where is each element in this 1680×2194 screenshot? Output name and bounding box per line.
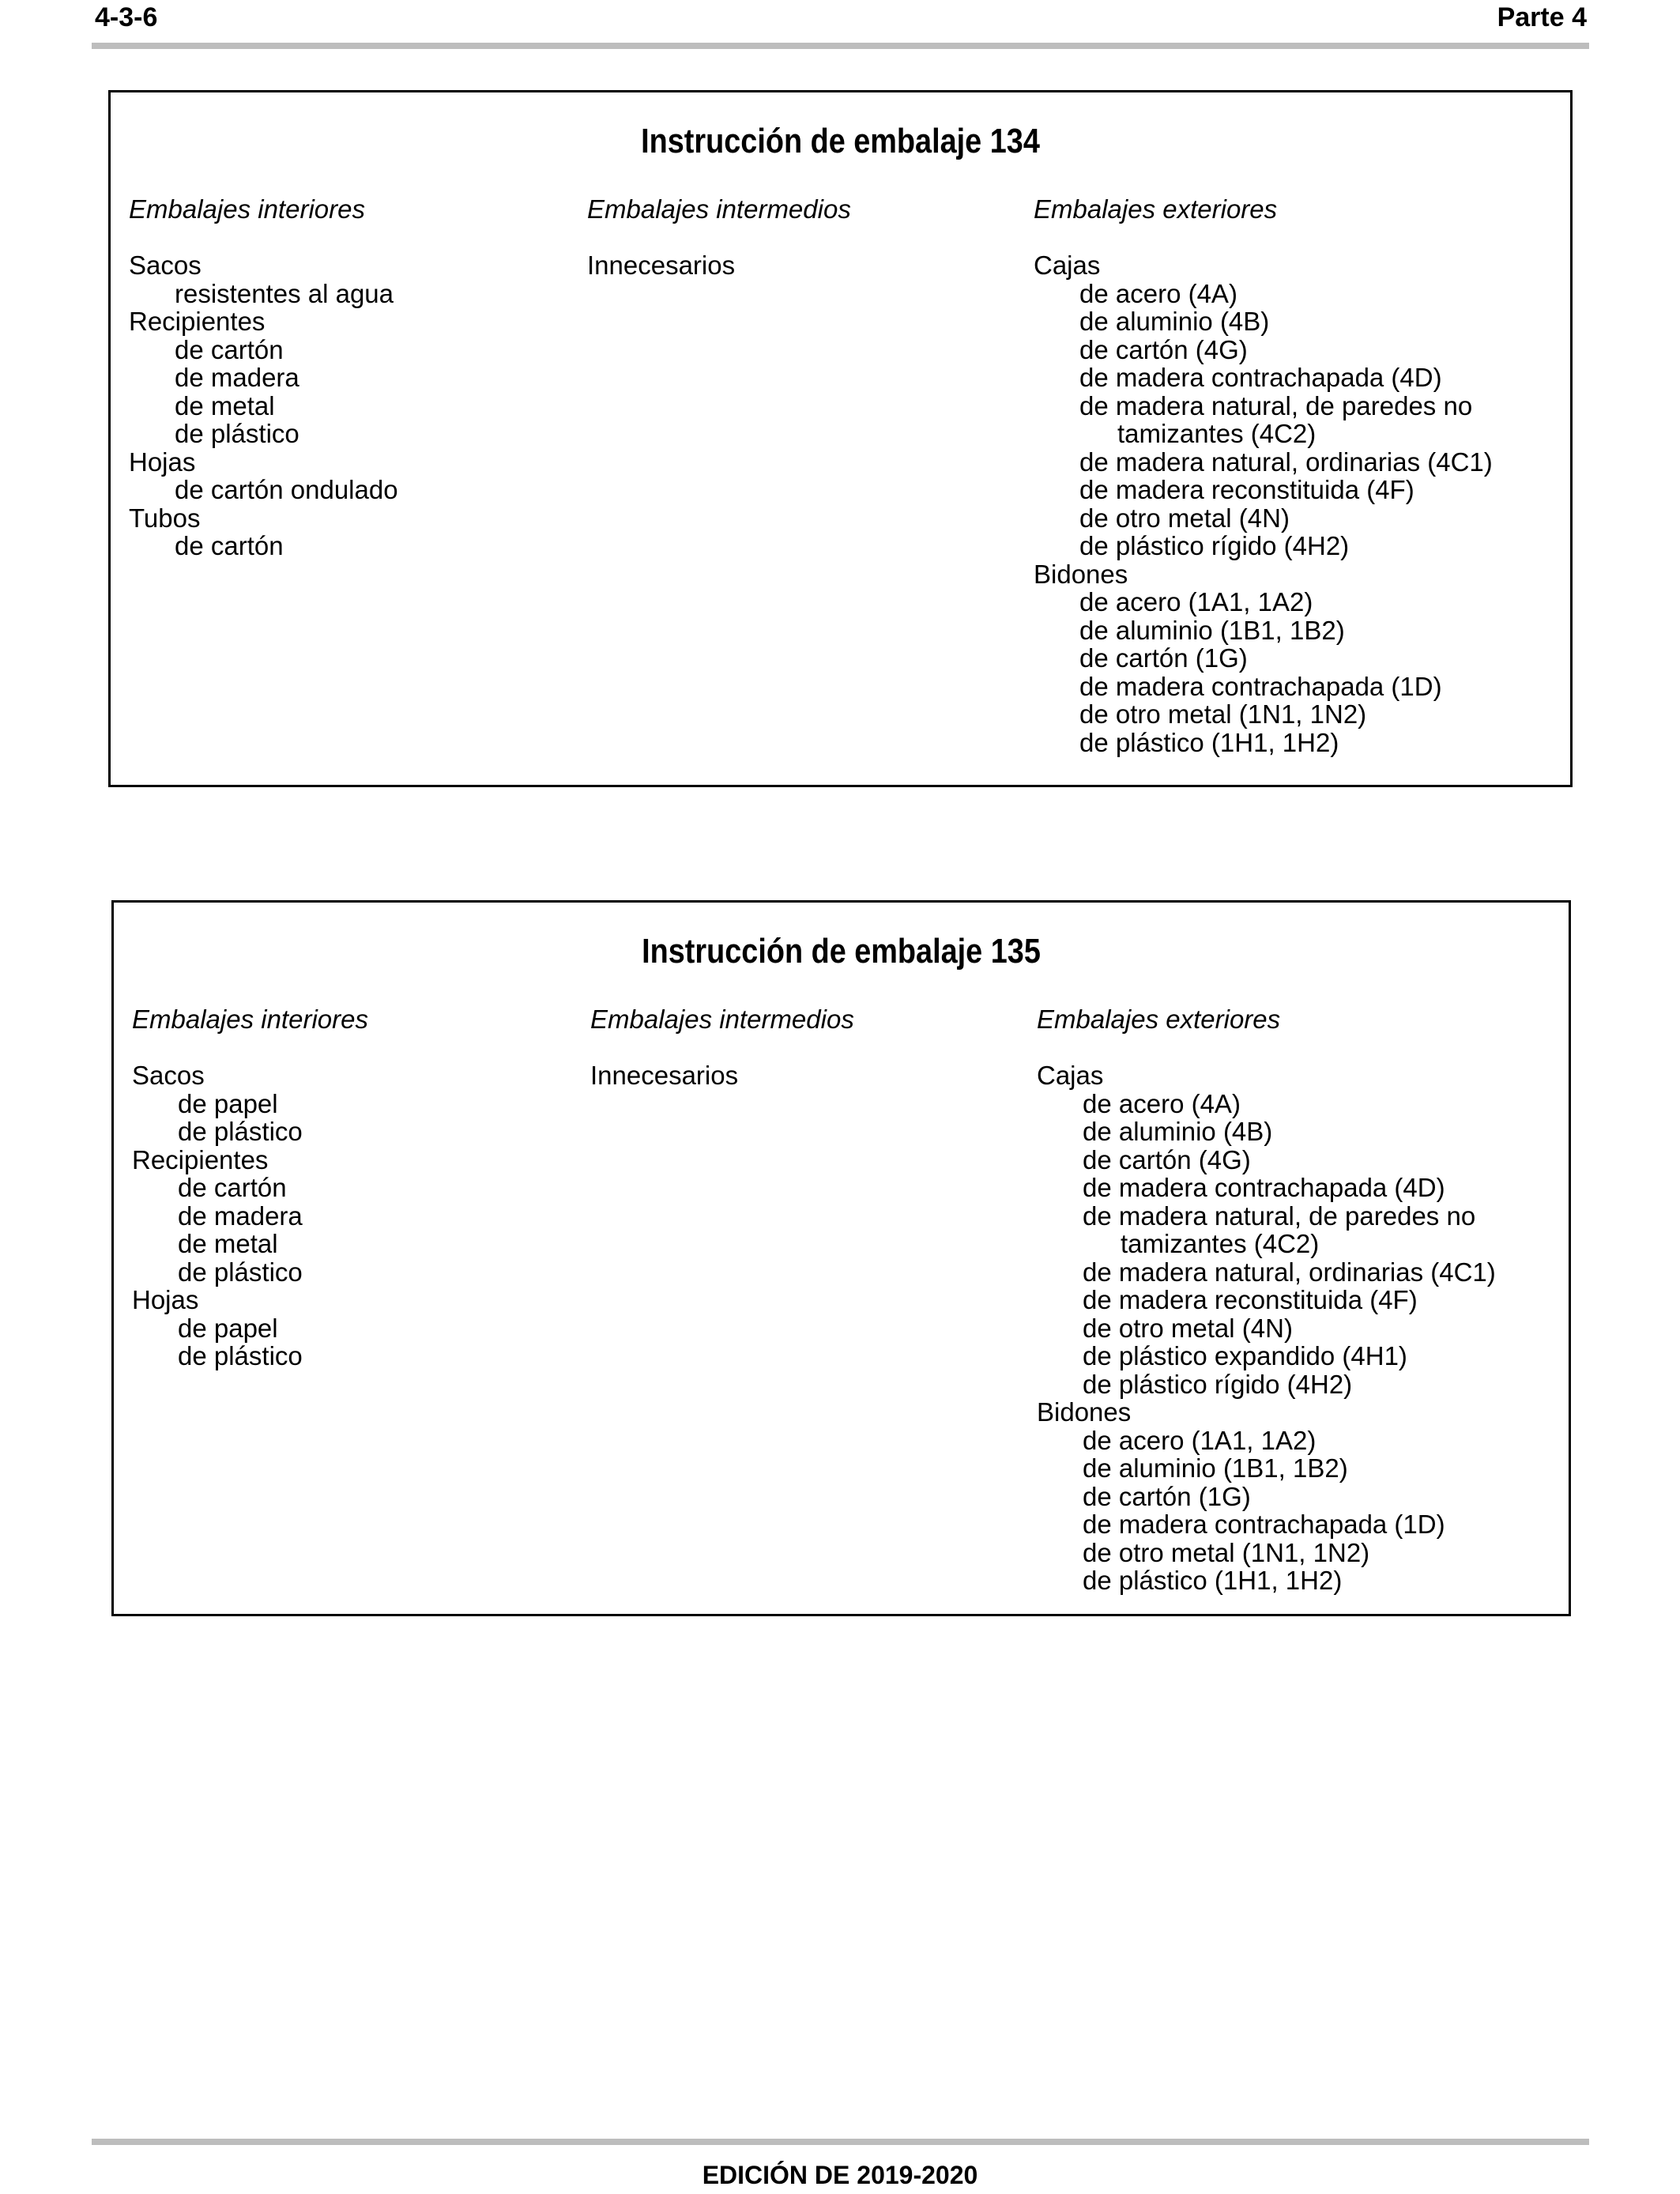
column-heading: Embalajes intermedios	[587, 194, 851, 224]
list-item: de cartón ondulado	[175, 475, 398, 504]
list-item: de acero (1A1, 1A2)	[1079, 587, 1313, 616]
column-heading: Embalajes interiores	[129, 194, 365, 224]
list-item: Recipientes	[129, 307, 266, 336]
packing-instruction-135	[111, 900, 1571, 1616]
list-item: Cajas	[1034, 251, 1101, 280]
list-item: de plástico expandido (4H1)	[1083, 1341, 1407, 1370]
list-item: Hojas	[129, 447, 196, 477]
list-item: de madera contrachapada (4D)	[1079, 363, 1442, 392]
list-item: tamizantes (4C2)	[1117, 419, 1317, 448]
list-item: Recipientes	[132, 1144, 269, 1174]
list-item: de plástico rígido (4H2)	[1079, 531, 1350, 560]
list-item: de madera reconstituida (4F)	[1079, 475, 1414, 504]
instruction-title: Instrucción de embalaje 135	[642, 932, 1041, 971]
list-item: resistentes al agua	[175, 278, 394, 308]
column-heading: Embalajes exteriores	[1034, 194, 1278, 224]
list-item: de acero (4A)	[1083, 1088, 1241, 1118]
list-item: de metal	[175, 390, 275, 420]
list-item: tamizantes (4C2)	[1121, 1229, 1320, 1258]
list-item: de madera natural, ordinarias (4C1)	[1083, 1257, 1496, 1287]
list-item: de madera natural, ordinarias (4C1)	[1079, 447, 1493, 477]
list-item: Sacos	[132, 1061, 205, 1090]
list-item: de aluminio (1B1, 1B2)	[1079, 615, 1345, 645]
list-item: de cartón (4G)	[1083, 1144, 1251, 1174]
list-item: de otro metal (1N1, 1N2)	[1079, 699, 1367, 729]
list-item: de otro metal (4N)	[1079, 503, 1290, 533]
list-item: Bidones	[1034, 559, 1128, 589]
list-item: Tubos	[129, 503, 201, 533]
list-item: de plástico	[178, 1257, 303, 1287]
column-heading: Embalajes exteriores	[1037, 1005, 1281, 1034]
list-item: de cartón	[178, 1173, 287, 1202]
list-item: de otro metal (1N1, 1N2)	[1083, 1537, 1370, 1567]
list-item: de plástico	[175, 419, 299, 448]
list-item: Bidones	[1037, 1397, 1132, 1427]
inner-packagings-column	[129, 195, 398, 560]
list-item: de aluminio (1B1, 1B2)	[1083, 1453, 1348, 1483]
list-item: de madera reconstituida (4F)	[1083, 1285, 1418, 1314]
list-item: Innecesarios	[587, 251, 736, 280]
list-item: de madera	[175, 363, 299, 392]
list-item: de cartón (1G)	[1083, 1481, 1251, 1511]
list-item: de plástico	[178, 1117, 303, 1146]
list-item: de acero (1A1, 1A2)	[1083, 1425, 1317, 1455]
list-item: de metal	[178, 1229, 278, 1258]
list-item: de plástico (1H1, 1H2)	[1079, 727, 1339, 757]
list-item: Sacos	[129, 251, 202, 280]
list-item: de plástico (1H1, 1H2)	[1083, 1566, 1343, 1595]
list-item: de madera	[178, 1201, 303, 1231]
list-item: de aluminio (4B)	[1083, 1117, 1273, 1146]
list-item: de madera natural, de paredes no	[1079, 390, 1473, 420]
footer-rule	[92, 2139, 1589, 2145]
list-item: Cajas	[1037, 1061, 1104, 1090]
list-item: de aluminio (4B)	[1079, 307, 1270, 336]
column-heading: Embalajes intermedios	[590, 1005, 854, 1034]
header-rule	[92, 43, 1589, 49]
list-item: de madera contrachapada (1D)	[1083, 1510, 1445, 1539]
inner-packagings-column	[132, 1005, 368, 1370]
list-item: de papel	[178, 1313, 278, 1343]
list-item: Innecesarios	[590, 1061, 739, 1090]
instruction-title: Instrucción de embalaje 134	[641, 122, 1040, 160]
list-item: de cartón (4G)	[1079, 334, 1248, 364]
list-item: de cartón	[175, 531, 284, 560]
intermediate-packagings-column	[587, 195, 851, 280]
list-item: de plástico rígido (4H2)	[1083, 1369, 1353, 1399]
packing-instruction-134	[108, 90, 1573, 787]
list-item: de cartón	[175, 334, 284, 364]
list-item: de cartón (1G)	[1079, 643, 1248, 673]
outer-packagings-column	[1037, 1005, 1496, 1595]
list-item: de otro metal (4N)	[1083, 1313, 1293, 1343]
edition-footer: EDICIÓN DE 2019-2020	[702, 2161, 978, 2189]
column-heading: Embalajes interiores	[132, 1005, 368, 1034]
list-item: de madera contrachapada (4D)	[1083, 1173, 1445, 1202]
intermediate-packagings-column	[590, 1005, 854, 1090]
list-item: Hojas	[132, 1285, 199, 1314]
page-number: 4-3-6	[95, 2, 158, 32]
list-item: de acero (4A)	[1079, 278, 1237, 308]
outer-packagings-column	[1034, 195, 1493, 756]
part-label: Parte 4	[1497, 2, 1587, 32]
list-item: de papel	[178, 1088, 278, 1118]
list-item: de madera contrachapada (1D)	[1079, 671, 1442, 701]
list-item: de plástico	[178, 1341, 303, 1370]
list-item: de madera natural, de paredes no	[1083, 1201, 1476, 1231]
